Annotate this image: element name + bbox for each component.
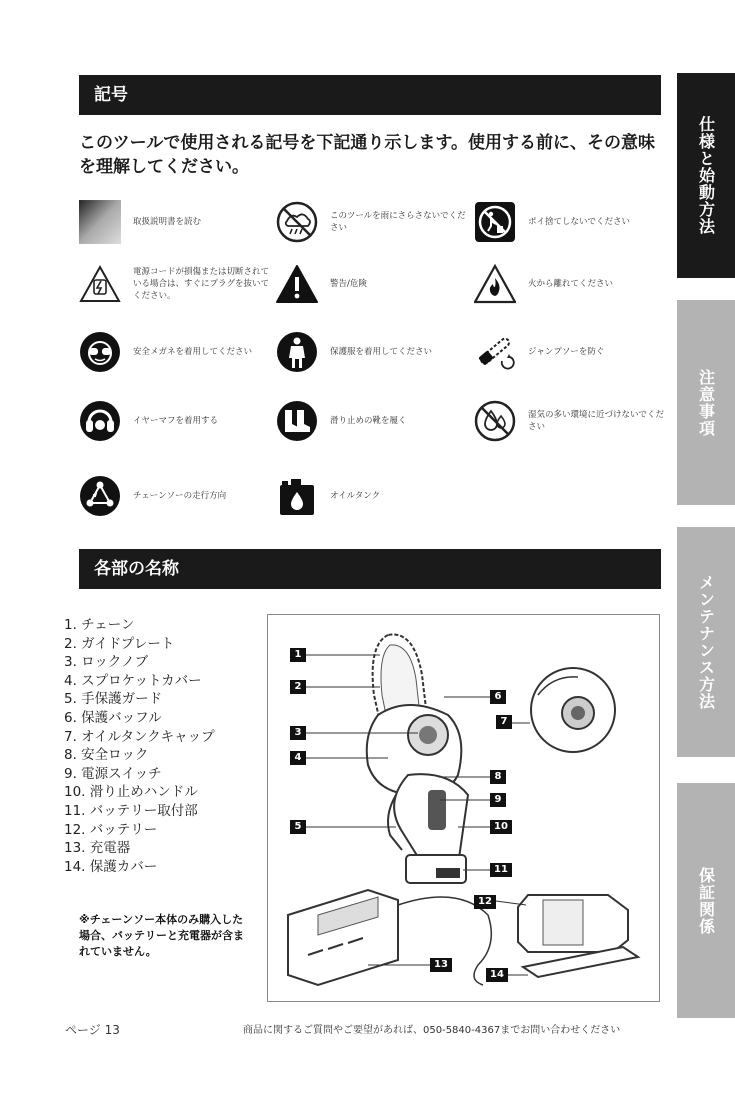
list-item: 8. 安全ロック [64, 747, 149, 764]
tab-label: 注意事項 [696, 368, 716, 437]
list-item: 2. ガイドプレート [64, 635, 175, 652]
callout-label: 14 [486, 968, 508, 982]
symbol-label: 安全メガネを着用してください [133, 347, 253, 357]
symbol-label: 電源コードが損傷または切断されている場合は、すぐにプラグを抜いてください。 [133, 267, 270, 301]
symbol-item [474, 197, 669, 247]
section-title-symbols: 記号 [79, 75, 661, 115]
symbol-item [79, 471, 274, 521]
fire-icon [474, 263, 516, 305]
symbol-item [474, 259, 669, 309]
callout-label: 4 [290, 751, 306, 765]
callout-label: 12 [474, 895, 496, 909]
callout-label: 11 [490, 863, 512, 877]
callout-label: 3 [290, 726, 306, 740]
list-item: 5. 手保護ガード [64, 691, 163, 708]
callout-label: 1 [290, 648, 306, 662]
symbol-label: 取扱説明書を読む [133, 217, 202, 227]
list-item: 13. 充電器 [64, 840, 131, 857]
chain-direction-icon [79, 475, 121, 517]
symbol-label: 保護服を着用してください [330, 347, 433, 357]
tab-label: 仕様と始動方法 [696, 116, 716, 235]
page-number: ページ 13 [65, 1023, 120, 1037]
no-humidity-icon [474, 400, 516, 442]
list-item: 9. 電源スイッチ [64, 765, 162, 782]
electric-warning-icon [79, 263, 121, 305]
symbol-label: 警告/危険 [330, 279, 367, 289]
tab-precautions[interactable] [677, 300, 735, 505]
kickback-icon [474, 331, 516, 373]
intro-text: このツールで使用される記号を下記通り示します。使用する前に、その意味を理解してください。 [79, 133, 655, 177]
symbol-label: イヤーマフを着用する [133, 416, 219, 426]
symbol-item [276, 259, 471, 309]
symbol-label: チェーンソーの走行方向 [133, 491, 227, 501]
symbol-item [79, 259, 274, 309]
ear-muffs-icon [79, 400, 121, 442]
tab-warranty[interactable] [677, 783, 735, 1018]
tab-maintenance[interactable] [677, 527, 735, 757]
parts-diagram [267, 614, 660, 1002]
symbol-label: オイルタンク [330, 491, 381, 501]
tab-label: 保証関係 [696, 866, 716, 935]
symbol-item [79, 327, 274, 377]
callout-label: 10 [490, 820, 512, 834]
list-item: 7. オイルタンクキャップ [64, 728, 215, 745]
symbol-item [276, 471, 471, 521]
symbol-item [276, 327, 471, 377]
list-item: 10. 滑り止めハンドル [64, 784, 198, 801]
symbol-label: ポイ捨てしないでください [528, 217, 631, 227]
safety-glasses-icon [79, 331, 121, 373]
list-item: 6. 保護バッフル [64, 709, 162, 726]
callout-label: 9 [490, 793, 506, 807]
symbol-label: ジャンプソーを防ぐ [528, 347, 605, 357]
parts-list [64, 616, 215, 876]
warning-icon [276, 263, 318, 305]
callout-label: 2 [290, 680, 306, 694]
list-item: 12. バッテリー [64, 821, 158, 838]
protective-clothing-icon [276, 331, 318, 373]
oil-tank-icon [276, 475, 318, 517]
list-item: 1. チェーン [64, 617, 135, 633]
section-title-parts: 各部の名称 [79, 549, 661, 589]
callout-label: 5 [290, 820, 306, 834]
symbol-item [474, 396, 669, 446]
symbol-label: 滑り止めの靴を履く [330, 416, 407, 426]
symbol-label: 火から離れてください [528, 279, 614, 289]
list-item: 14. 保護カバー [64, 858, 158, 875]
callout-label: 7 [496, 715, 512, 729]
list-item: 3. ロックノブ [64, 654, 149, 671]
symbol-item [276, 396, 471, 446]
package-note: ※チェーンソー本体のみ購入した場合、バッテリーと充電器が含まれていません。 [79, 913, 244, 958]
tab-label: メンテナンス方法 [696, 574, 716, 710]
symbol-item [276, 197, 471, 247]
symbol-item [79, 396, 274, 446]
list-item: 4. スプロケットカバー [64, 672, 202, 689]
list-item: 11. バッテリー取付部 [64, 802, 198, 819]
callout-label: 6 [490, 690, 506, 704]
no-litter-icon [474, 201, 516, 243]
tab-specs-startup[interactable] [677, 73, 735, 278]
manual-icon [79, 201, 121, 243]
no-rain-icon [276, 201, 318, 243]
symbol-label: 湿気の多い環境に近づけないでください [528, 410, 665, 432]
symbol-item [79, 197, 274, 247]
symbol-item [474, 327, 669, 377]
callout-label: 8 [490, 770, 506, 784]
contact-info: 商品に関するご質問やご要望があれば、050-5840-4367までお問い合わせください [243, 1025, 621, 1036]
symbol-label: このツールを雨にさらさないでください [330, 211, 466, 233]
boots-icon [276, 400, 318, 442]
callout-label: 13 [430, 958, 452, 972]
